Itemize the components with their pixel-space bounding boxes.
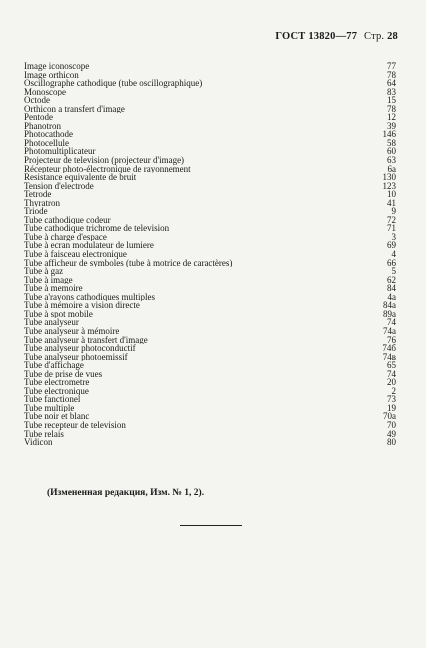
index-entry — [24, 430, 396, 439]
entry-term: Tube noir et blanc — [24, 412, 90, 421]
index-entry — [24, 336, 396, 345]
index-entry — [24, 421, 396, 430]
divider-line — [180, 525, 242, 526]
entry-page-number: 74в — [382, 351, 396, 362]
index-entry — [24, 293, 396, 302]
index-entry — [24, 353, 396, 362]
index-entry — [24, 412, 396, 421]
entry-term: Tension d'electrode — [24, 181, 94, 191]
index-entry — [24, 259, 396, 268]
index-entry — [24, 139, 396, 148]
index-entry — [24, 147, 396, 156]
index-entry — [24, 387, 396, 396]
entry-term: Tube à faisceau electronique — [24, 250, 127, 259]
entry-page-number: 89a — [383, 308, 396, 319]
entry-page-number: 6a — [387, 163, 396, 174]
index-entry — [24, 96, 396, 105]
entry-page-number: 70a — [383, 411, 396, 422]
index-entry — [24, 199, 396, 208]
entry-page-number: 70 — [387, 419, 396, 430]
index-entry — [24, 62, 396, 71]
entry-term: Tube recepteur de television — [24, 420, 126, 430]
entry-term: Tube de prise de vues — [24, 369, 103, 379]
entry-page-number: 2 — [391, 385, 396, 396]
entry-term: Monoscope — [24, 87, 66, 97]
entry-term: Tube analyseur à transfert d'image — [24, 335, 148, 345]
entry-page-number: 58 — [387, 137, 396, 148]
entry-page-number: 78 — [387, 69, 396, 80]
standard-number: ГОСТ 13820—77 — [275, 31, 358, 42]
entry-page-number: 19 — [387, 402, 396, 413]
entry-page-number: 4a — [387, 291, 396, 302]
entry-term: Tube d'affichage — [24, 361, 84, 370]
entry-term: Image iconoscope — [24, 62, 90, 71]
entry-term: Tube a'rayons cathodiques multiples — [24, 292, 156, 302]
entry-term: Tube analyseur photoconductif — [24, 344, 136, 353]
entry-term: Octode — [24, 96, 50, 105]
entry-term: Tube cathodique codeur — [24, 215, 111, 225]
entry-term: Phanotron — [24, 121, 61, 131]
entry-term: Tube à ecran modulateur de lumiere — [24, 241, 154, 251]
entry-page-number: 15 — [387, 95, 396, 106]
entry-term: Photomultiplicateur — [24, 147, 96, 157]
index-entry — [24, 122, 396, 131]
index-entry — [24, 182, 396, 191]
page-label: Стр. — [364, 31, 385, 42]
index-entry — [24, 301, 396, 310]
entry-term: Projecteur de television (projecteur d'image) — [24, 156, 185, 165]
entry-page-number: 72 — [387, 214, 396, 225]
entry-term: Tube electrometre — [24, 378, 90, 387]
index-entry — [24, 395, 396, 404]
entry-page-number: 3 — [391, 231, 396, 242]
entry-term: Tube relais — [24, 429, 64, 439]
index-entry — [24, 165, 396, 174]
entry-term: Tube à mémoire a vision directe — [24, 301, 140, 310]
index-entry — [24, 113, 396, 122]
entry-page-number: 63 — [387, 155, 396, 166]
index-entry — [24, 438, 396, 447]
entry-page-number: 49 — [387, 428, 396, 439]
entry-page-number: 9 — [391, 206, 396, 217]
entry-term: Vidicon — [24, 438, 53, 447]
entry-term: Orthicon a transfert d'image — [24, 104, 125, 114]
index-entry — [24, 173, 396, 182]
entry-page-number: 74б — [382, 343, 396, 354]
index-entry — [24, 88, 396, 97]
entry-page-number: 65 — [387, 360, 396, 371]
entry-page-number: 64 — [387, 78, 396, 89]
entry-page-number: 20 — [387, 377, 396, 388]
entry-page-number: 78 — [387, 103, 396, 114]
entry-page-number: 12 — [387, 112, 396, 123]
entry-page-number: 80 — [387, 437, 396, 448]
amendment-note: (Измененная редакция, Изм. № 1, 2). — [47, 488, 205, 498]
entry-term: Tube afficheur de symboles (tube à motrice de caractères) — [24, 258, 233, 268]
page-number: 28 — [387, 31, 398, 42]
entry-page-number: 74 — [387, 317, 396, 328]
entry-page-number: 41 — [387, 197, 396, 208]
entry-term: Tube à spot mobile — [24, 309, 93, 319]
entry-term: Photocathode — [24, 130, 73, 139]
entry-page-number: 130 — [382, 172, 396, 183]
index-entry — [24, 233, 396, 242]
entry-page-number: 73 — [387, 394, 396, 405]
index-entry — [24, 130, 396, 139]
entry-term: Tube electronique — [24, 386, 89, 396]
index-entry — [24, 276, 396, 285]
entry-page-number: 39 — [387, 120, 396, 131]
index-entry — [24, 216, 396, 225]
entry-term: Resistance equivalente de bruit — [24, 173, 137, 182]
entry-page-number: 84 — [387, 283, 396, 294]
entry-term: Récepteur photo-électronique de rayonnement — [24, 164, 191, 174]
index-entry — [24, 267, 396, 276]
index-entry — [24, 71, 396, 80]
entry-page-number: 62 — [387, 274, 396, 285]
index-entry — [24, 318, 396, 327]
index-entry — [24, 344, 396, 353]
entry-term: Tube cathodique trichrome de television — [24, 224, 170, 233]
entry-term: Image orthicon — [24, 70, 79, 80]
index-entry — [24, 156, 396, 165]
entry-term: Tube à charge d'espace — [24, 232, 107, 242]
index-entry — [24, 310, 396, 319]
term-index — [24, 62, 396, 447]
entry-page-number: 74a — [383, 325, 396, 336]
entry-page-number: 4 — [391, 249, 396, 260]
entry-term: Tube analyseur — [24, 318, 79, 327]
index-entry — [24, 79, 396, 88]
entry-page-number: 146 — [382, 129, 396, 140]
index-entry — [24, 370, 396, 379]
index-entry — [24, 105, 396, 114]
index-entry — [24, 190, 396, 199]
index-entry — [24, 207, 396, 216]
entry-page-number: 66 — [387, 257, 396, 268]
entry-term: Tube analyseur photoemissif — [24, 352, 128, 362]
index-entry — [24, 284, 396, 293]
index-entry — [24, 361, 396, 370]
entry-term: Photocellule — [24, 138, 69, 148]
entry-term: Thyratron — [24, 198, 60, 208]
entry-term: Tube à image — [24, 275, 73, 285]
entry-term: Tube multiple — [24, 403, 75, 413]
entry-term: Pentode — [24, 113, 53, 122]
entry-term: Tube fanctionel — [24, 395, 81, 404]
index-entry — [24, 224, 396, 233]
entry-page-number: 76 — [387, 334, 396, 345]
index-entry — [24, 378, 396, 387]
entry-term: Tetrode — [24, 190, 52, 199]
entry-page-number: 5 — [391, 266, 396, 277]
entry-term: Oscillographe cathodique (tube oscillographique) — [24, 79, 203, 88]
entry-term: Tube à gaz — [24, 267, 64, 276]
page-header — [0, 31, 398, 42]
entry-term: Tube à memoire — [24, 284, 83, 293]
entry-page-number: 60 — [387, 146, 396, 157]
entry-page-number: 84a — [383, 300, 396, 311]
entry-page-number: 83 — [387, 86, 396, 97]
entry-page-number: 77 — [387, 61, 396, 71]
entry-page-number: 74 — [387, 368, 396, 379]
index-entry — [24, 250, 396, 259]
index-entry — [24, 327, 396, 336]
entry-page-number: 69 — [387, 240, 396, 251]
entry-page-number: 123 — [382, 180, 396, 191]
entry-page-number: 10 — [387, 189, 396, 200]
index-entry — [24, 241, 396, 250]
entry-page-number: 71 — [387, 223, 396, 234]
entry-term: Triode — [24, 207, 48, 216]
index-entry — [24, 404, 396, 413]
entry-term: Tube analyseur à mémoire — [24, 326, 120, 336]
